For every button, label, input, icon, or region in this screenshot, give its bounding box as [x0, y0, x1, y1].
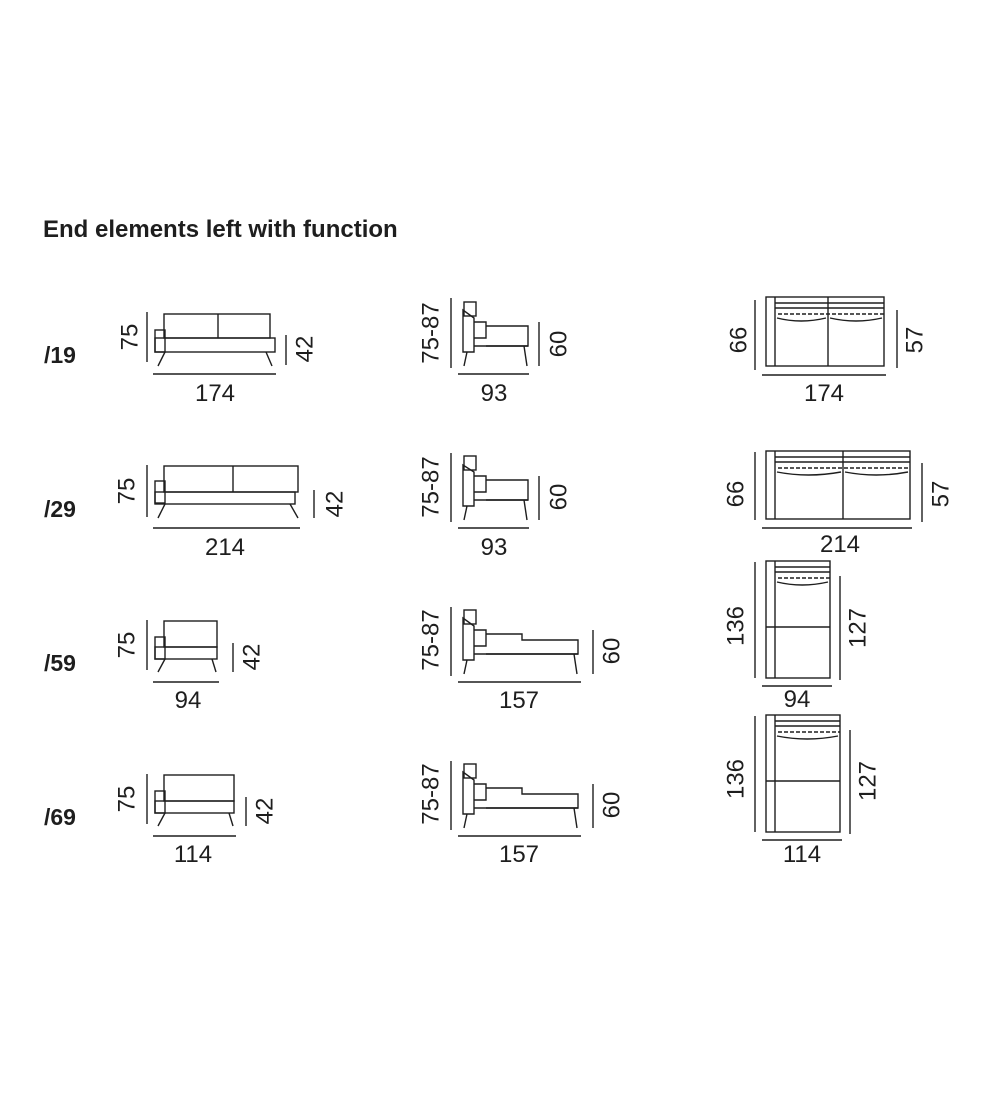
seat-height-label: 60 [545, 330, 573, 358]
seat-depth-label: 127 [854, 760, 882, 802]
model-code-69: /69 [44, 804, 76, 830]
depth-label: 93 [480, 534, 508, 561]
height-label: 75-87 [417, 302, 445, 364]
seat-depth-label: 57 [927, 480, 955, 508]
depth-label: 157 [498, 841, 540, 868]
depth-label: 157 [498, 687, 540, 714]
height-label: 75-87 [417, 609, 445, 671]
profile-view-29 [417, 453, 572, 561]
seat-height-label: 42 [251, 797, 279, 825]
width-label: 214 [204, 534, 246, 561]
plan-view-19 [725, 297, 928, 407]
depth-label: 136 [722, 758, 750, 800]
height-label: 75 [113, 477, 141, 505]
seat-height-label: 60 [598, 791, 626, 819]
depth-label: 66 [722, 480, 750, 508]
side-view-69 [113, 774, 278, 868]
plan-view-69 [722, 715, 881, 868]
depth-label: 93 [480, 380, 508, 407]
page-title: End elements left with function [43, 216, 398, 243]
seat-height-label: 42 [238, 643, 266, 671]
height-label: 75 [113, 785, 141, 813]
seat-height-label: 60 [545, 483, 573, 511]
height-label: 75 [113, 631, 141, 659]
depth-label: 66 [725, 326, 753, 354]
width-label: 114 [173, 841, 213, 868]
width-label: 174 [803, 380, 845, 407]
width-label: 94 [174, 687, 202, 714]
plan-view-29 [722, 451, 954, 558]
seat-depth-label: 127 [844, 607, 872, 649]
profile-view-59 [417, 607, 625, 714]
side-view-19 [116, 312, 318, 407]
model-code-19: /19 [44, 342, 76, 368]
profile-view-69 [417, 761, 625, 868]
model-code-29: /29 [44, 496, 76, 522]
model-code-59: /59 [44, 650, 76, 676]
width-label: 114 [782, 841, 822, 868]
width-label: 214 [819, 531, 861, 558]
seat-height-label: 60 [598, 637, 626, 665]
seat-height-label: 42 [291, 335, 319, 363]
height-label: 75-87 [417, 456, 445, 518]
plan-view-59 [722, 561, 871, 713]
height-label: 75 [116, 323, 144, 351]
depth-label: 136 [722, 605, 750, 647]
height-label: 75-87 [417, 763, 445, 825]
side-view-59 [113, 620, 265, 714]
profile-view-19 [417, 298, 572, 407]
width-label: 174 [194, 380, 236, 407]
seat-height-label: 42 [321, 490, 349, 518]
seat-depth-label: 57 [901, 326, 929, 354]
width-label: 94 [783, 686, 811, 713]
side-view-29 [113, 465, 348, 561]
